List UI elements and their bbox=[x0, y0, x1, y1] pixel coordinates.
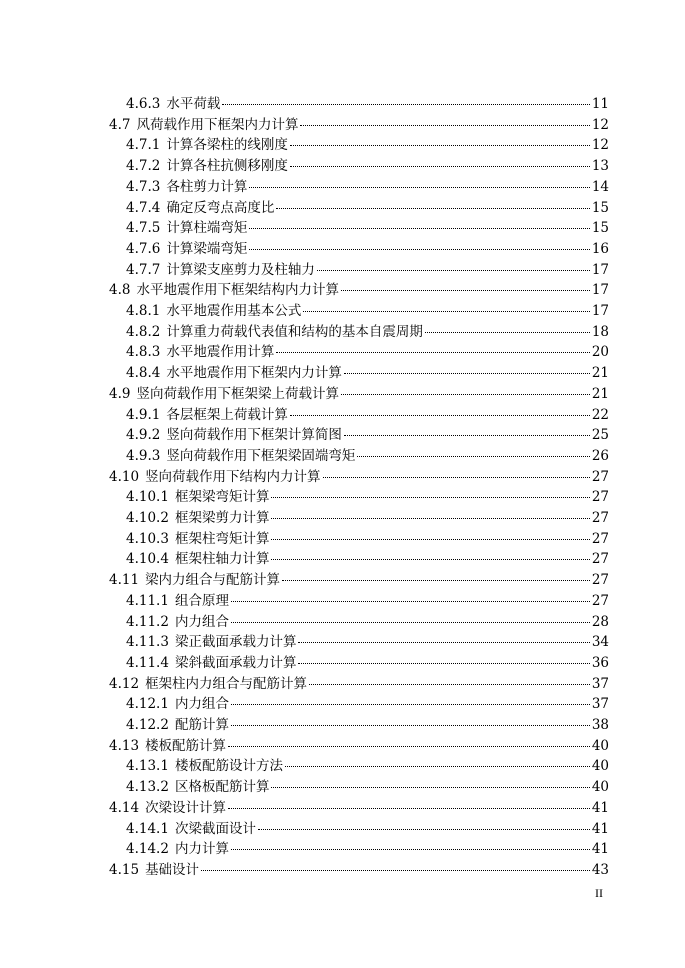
toc-entry-title: 次梁截面设计 bbox=[174, 820, 256, 837]
toc-dot-leader bbox=[341, 394, 590, 395]
toc-dot-leader bbox=[344, 373, 590, 374]
toc-dot-leader bbox=[271, 497, 589, 498]
toc-entry[interactable] bbox=[126, 632, 609, 652]
toc-entry-page: 41 bbox=[591, 820, 609, 837]
toc-dot-leader bbox=[298, 642, 589, 643]
toc-dot-leader bbox=[271, 539, 589, 540]
toc-entry-page: 17 bbox=[591, 261, 609, 278]
toc-entry-page: 27 bbox=[591, 572, 609, 589]
toc-entry-page: 13 bbox=[591, 158, 609, 175]
toc-dot-leader bbox=[300, 125, 589, 126]
toc-entry[interactable] bbox=[126, 715, 609, 735]
toc-entry-page: 37 bbox=[591, 696, 609, 713]
toc-entry-title: 配筋计算 bbox=[174, 717, 229, 733]
toc-entry-page: 34 bbox=[591, 634, 609, 651]
toc-entry-page: 27 bbox=[591, 468, 609, 485]
toc-entry[interactable] bbox=[126, 198, 609, 218]
toc-entry-title: 风荷载作用下框架内力计算 bbox=[136, 116, 299, 133]
toc-entry-title: 竖向荷载作用下框架梁固端弯矩 bbox=[166, 447, 356, 464]
toc-dot-leader bbox=[258, 829, 590, 830]
toc-entry-number: 4.8.2 bbox=[126, 323, 161, 340]
toc-entry-page: 41 bbox=[591, 841, 609, 858]
toc-dot-leader bbox=[249, 249, 589, 250]
toc-entry[interactable] bbox=[109, 467, 609, 487]
toc-entry-title: 次梁设计计算 bbox=[145, 799, 227, 816]
toc-entry[interactable] bbox=[126, 425, 609, 445]
toc-entry[interactable] bbox=[109, 798, 609, 818]
toc-entry[interactable] bbox=[126, 322, 609, 342]
toc-entry-number: 4.9.1 bbox=[126, 406, 161, 423]
toc-entry-page: 21 bbox=[591, 365, 609, 382]
toc-entry-page: 14 bbox=[591, 178, 609, 195]
toc-dot-leader bbox=[271, 787, 589, 788]
toc-entry[interactable] bbox=[126, 135, 609, 155]
toc-entry-page: 26 bbox=[591, 447, 609, 464]
toc-entry-number: 4.7.5 bbox=[126, 220, 161, 237]
toc-entry[interactable] bbox=[109, 674, 609, 694]
toc-entry[interactable] bbox=[109, 570, 609, 590]
toc-entry-title: 内力组合 bbox=[174, 613, 229, 630]
toc-entry-page: 37 bbox=[591, 675, 609, 692]
toc-entry-number: 4.7.1 bbox=[126, 137, 161, 154]
toc-entry-title: 水平地震作用计算 bbox=[166, 344, 275, 361]
toc-entry-title: 梁斜截面承载力计算 bbox=[174, 654, 297, 671]
toc-entry[interactable] bbox=[126, 819, 609, 839]
toc-entry-number: 4.11.4 bbox=[126, 654, 169, 671]
toc-entry-title: 梁正截面承载力计算 bbox=[174, 634, 297, 651]
toc-dot-leader bbox=[323, 477, 590, 478]
toc-entry-page: 15 bbox=[591, 220, 609, 237]
toc-entry[interactable] bbox=[126, 487, 609, 507]
toc-entry[interactable] bbox=[126, 301, 609, 321]
toc-entry-title: 楼板配筋设计方法 bbox=[174, 758, 283, 775]
toc-entry-number: 4.13.1 bbox=[126, 758, 169, 775]
toc-entry[interactable] bbox=[126, 363, 609, 383]
toc-dot-leader bbox=[317, 270, 590, 271]
toc-entry-page: 40 bbox=[591, 737, 609, 754]
toc-entry[interactable] bbox=[109, 736, 609, 756]
toc-entry-page: 28 bbox=[591, 613, 609, 630]
toc-entry-page: 18 bbox=[591, 323, 609, 340]
toc-entry[interactable] bbox=[126, 446, 609, 466]
toc-entry-title: 区格板配筋计算 bbox=[174, 779, 270, 796]
toc-dot-leader bbox=[344, 435, 590, 436]
toc-entry-number: 4.13 bbox=[109, 737, 140, 754]
toc-entry-page: 21 bbox=[591, 385, 609, 402]
toc-entry-number: 4.7.4 bbox=[126, 199, 161, 216]
toc-dot-leader bbox=[282, 580, 590, 581]
toc-entry-title: 基础设计 bbox=[145, 861, 200, 878]
toc-entry-number: 4.7 bbox=[109, 116, 131, 133]
toc-entry[interactable] bbox=[109, 280, 609, 300]
toc-entry[interactable] bbox=[126, 508, 609, 528]
toc-dot-leader bbox=[298, 663, 589, 664]
toc-dot-leader bbox=[290, 166, 590, 167]
toc-entry-page: 16 bbox=[591, 240, 609, 257]
toc-entry-number: 4.9.3 bbox=[126, 447, 161, 464]
toc-dot-leader bbox=[249, 187, 589, 188]
toc-dot-leader bbox=[231, 849, 590, 850]
toc-dot-leader bbox=[276, 352, 589, 353]
toc-entry-number: 4.10.1 bbox=[126, 489, 169, 506]
toc-entry[interactable] bbox=[126, 239, 609, 259]
toc-entry-page: 27 bbox=[591, 592, 609, 609]
toc-entry[interactable] bbox=[126, 342, 609, 362]
toc-entry-title: 框架柱轴力计算 bbox=[174, 551, 270, 568]
toc-dot-leader bbox=[231, 601, 590, 602]
toc-entry-number: 4.9 bbox=[109, 385, 131, 402]
toc-dot-leader bbox=[276, 208, 589, 209]
toc-entry[interactable] bbox=[126, 591, 609, 611]
toc-dot-leader bbox=[271, 559, 589, 560]
toc-dot-leader bbox=[303, 311, 589, 312]
toc-dot-leader bbox=[357, 456, 589, 457]
toc-entry-title: 水平地震作用下框架内力计算 bbox=[166, 365, 342, 382]
toc-entry[interactable] bbox=[126, 218, 609, 238]
toc-entry-title: 计算柱端弯矩 bbox=[166, 220, 248, 237]
toc-entry-page: 17 bbox=[591, 282, 609, 299]
toc-entry[interactable] bbox=[126, 94, 609, 114]
toc-entry-number: 4.6.3 bbox=[126, 96, 161, 112]
toc-entry-title: 计算梁端弯矩 bbox=[166, 240, 248, 257]
toc-entry-number: 4.15 bbox=[109, 861, 140, 878]
toc-entry-title: 竖向荷载作用下框架计算简图 bbox=[166, 427, 342, 444]
toc-entry-number: 4.10.3 bbox=[126, 530, 169, 547]
toc-dot-leader bbox=[231, 704, 590, 705]
toc-entry-title: 框架柱内力组合与配筋计算 bbox=[145, 675, 308, 692]
toc-entry[interactable] bbox=[126, 694, 609, 714]
toc-entry-title: 计算各柱抗侧移刚度 bbox=[166, 158, 288, 175]
toc-entry[interactable] bbox=[126, 549, 609, 569]
toc-entry-title: 内力计算 bbox=[174, 841, 229, 858]
toc-entry-number: 4.8.4 bbox=[126, 365, 161, 382]
toc-dot-leader bbox=[425, 332, 590, 333]
toc-entry-title: 各柱剪力计算 bbox=[166, 178, 248, 195]
toc-entry-title: 楼板配筋计算 bbox=[145, 737, 227, 754]
toc-dot-leader bbox=[341, 290, 590, 291]
toc-entry-number: 4.7.2 bbox=[126, 158, 161, 175]
toc-entry-page: 43 bbox=[591, 861, 609, 878]
toc-entry-page: 27 bbox=[591, 510, 609, 526]
toc-entry[interactable] bbox=[109, 384, 609, 404]
toc-entry-title: 确定反弯点高度比 bbox=[166, 199, 275, 216]
toc-entry[interactable] bbox=[126, 839, 609, 859]
toc-entry[interactable] bbox=[109, 860, 609, 880]
toc-entry[interactable] bbox=[109, 115, 609, 135]
toc-entry-page: 15 bbox=[591, 199, 609, 216]
toc-entry[interactable] bbox=[126, 405, 609, 425]
toc-entry-title: 计算重力荷载代表值和结构的基本自震周期 bbox=[166, 323, 423, 340]
toc-entry-title: 梁内力组合与配筋计算 bbox=[145, 572, 281, 589]
toc-dot-leader bbox=[201, 870, 590, 871]
toc-entry-title: 水平地震作用基本公式 bbox=[166, 303, 302, 319]
toc-dot-leader bbox=[228, 808, 590, 809]
toc-entry-number: 4.8.3 bbox=[126, 344, 161, 361]
toc-entry-number: 4.7.7 bbox=[126, 261, 161, 278]
toc-entry-page: 36 bbox=[591, 654, 609, 671]
toc-entry-page: 11 bbox=[591, 96, 609, 112]
toc-entry-page: 40 bbox=[591, 779, 609, 796]
toc-entry-number: 4.12 bbox=[109, 675, 140, 692]
toc-entry[interactable] bbox=[126, 260, 609, 280]
toc-entry-page: 12 bbox=[591, 116, 609, 133]
toc-dot-leader bbox=[222, 104, 589, 105]
toc-entry-page: 22 bbox=[591, 406, 609, 423]
toc-entry-page: 38 bbox=[591, 717, 609, 733]
toc-entry-number: 4.13.2 bbox=[126, 779, 169, 796]
toc-entry[interactable] bbox=[126, 177, 609, 197]
toc-entry-number: 4.14 bbox=[109, 799, 140, 816]
toc-entry[interactable] bbox=[126, 653, 609, 673]
toc-entry-number: 4.12.1 bbox=[126, 696, 169, 713]
toc-entry-title: 计算梁支座剪力及柱轴力 bbox=[166, 261, 315, 278]
toc-entry-title: 计算各梁柱的线刚度 bbox=[166, 137, 288, 154]
toc-dot-leader bbox=[249, 228, 589, 229]
toc-entry-number: 4.8 bbox=[109, 282, 131, 299]
toc-entry-page: 41 bbox=[591, 799, 609, 816]
toc-entry-number: 4.10.2 bbox=[126, 510, 169, 526]
toc-entry-number: 4.12.2 bbox=[126, 717, 169, 733]
toc-entry-number: 4.7.6 bbox=[126, 240, 161, 257]
toc-entry-page: 27 bbox=[591, 530, 609, 547]
toc-entry-page: 25 bbox=[591, 427, 609, 444]
toc-entry-page: 20 bbox=[591, 344, 609, 361]
toc-entry-page: 27 bbox=[591, 489, 609, 506]
toc-entry-number: 4.7.3 bbox=[126, 178, 161, 195]
toc-entry-page: 17 bbox=[591, 303, 609, 319]
toc-entry-title: 竖向荷载作用下结构内力计算 bbox=[145, 468, 321, 485]
toc-entry-number: 4.11.2 bbox=[126, 613, 169, 630]
toc-entry-number: 4.11 bbox=[109, 572, 140, 589]
toc-entry-number: 4.10 bbox=[109, 468, 140, 485]
toc-dot-leader bbox=[285, 766, 590, 767]
page-number: II bbox=[595, 886, 603, 900]
toc-entry[interactable] bbox=[126, 777, 609, 797]
toc-entry-title: 组合原理 bbox=[174, 592, 229, 609]
toc-dot-leader bbox=[231, 622, 590, 623]
toc-entry-title: 各层框架上荷载计算 bbox=[166, 406, 288, 423]
toc-entry-page: 27 bbox=[591, 551, 609, 568]
toc-dot-leader bbox=[290, 145, 590, 146]
toc-entry-number: 4.9.2 bbox=[126, 427, 161, 444]
toc-dot-leader bbox=[231, 725, 590, 726]
toc-entry-title: 框架柱弯矩计算 bbox=[174, 530, 270, 547]
toc-dot-leader bbox=[309, 684, 590, 685]
toc-dot-leader bbox=[290, 415, 590, 416]
toc-entry[interactable] bbox=[126, 156, 609, 176]
toc-entry-title: 框架梁剪力计算 bbox=[174, 510, 270, 526]
toc-dot-leader bbox=[271, 518, 589, 519]
toc-entry-title: 水平荷载 bbox=[166, 96, 221, 112]
toc-dot-leader bbox=[228, 746, 590, 747]
toc-entry-number: 4.14.2 bbox=[126, 841, 169, 858]
toc-entry-page: 40 bbox=[591, 758, 609, 775]
toc-entry-page: 12 bbox=[591, 137, 609, 154]
toc-entry[interactable] bbox=[126, 756, 609, 776]
toc-entry-number: 4.8.1 bbox=[126, 303, 161, 319]
toc-entry-number: 4.14.1 bbox=[126, 820, 169, 837]
toc-entry-title: 内力组合 bbox=[174, 696, 229, 713]
toc-entry-number: 4.11.3 bbox=[126, 634, 169, 651]
toc-entry-title: 框架梁弯矩计算 bbox=[174, 489, 270, 506]
toc-entry-title: 竖向荷载作用下框架梁上荷载计算 bbox=[136, 385, 339, 402]
toc-entry[interactable] bbox=[126, 612, 609, 632]
toc-entry-title: 水平地震作用下框架结构内力计算 bbox=[136, 282, 339, 299]
toc-entry-number: 4.11.1 bbox=[126, 592, 169, 609]
toc-entry-number: 4.10.4 bbox=[126, 551, 169, 568]
toc-entry[interactable] bbox=[126, 529, 609, 549]
